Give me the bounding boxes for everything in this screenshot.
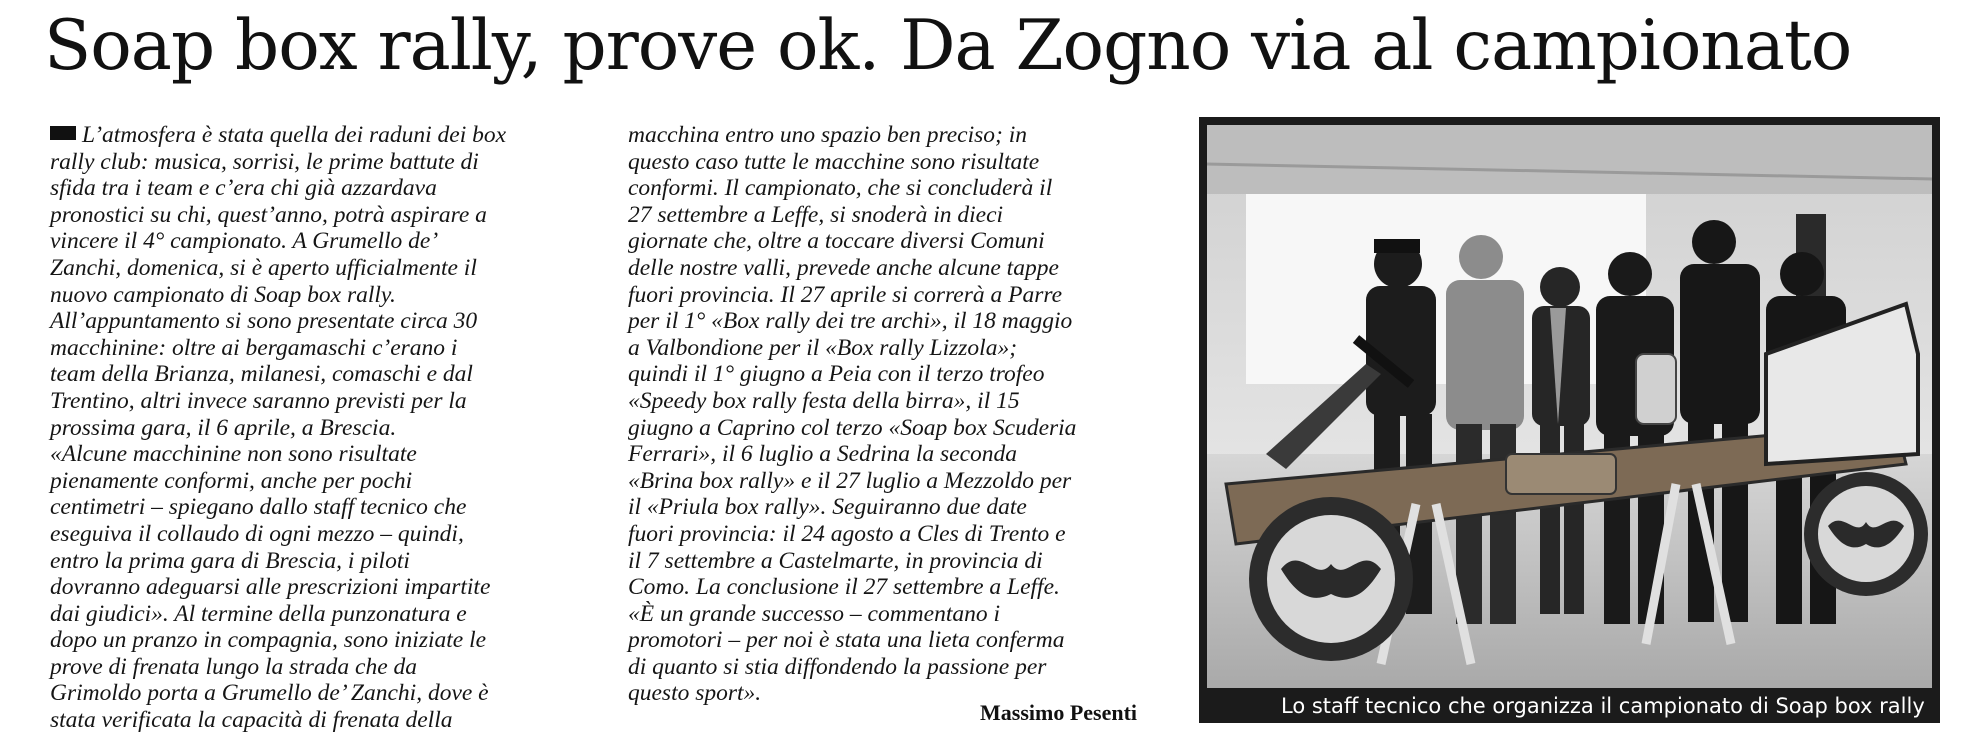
article-byline: Massimo Pesenti bbox=[980, 700, 1138, 725]
column-line: sfida tra i team e c’era chi già azzardava bbox=[50, 175, 437, 202]
photo-illustration bbox=[1206, 124, 1933, 689]
column-line: pienamente conformi, anche per pochi bbox=[50, 467, 413, 494]
column-line: All’appuntamento si sono presentate circa 30 bbox=[50, 308, 478, 335]
column-line: «Alcune macchinine non sono risultate bbox=[50, 441, 417, 468]
column-line: centimetri – spiegano dallo staff tecnico che bbox=[50, 494, 467, 521]
column-line: il 7 settembre a Castelmarte, in provincia di bbox=[628, 547, 1043, 574]
column-line: giornate che, oltre a toccare diversi Comuni bbox=[628, 228, 1045, 255]
column-line: Zanchi, domenica, si è aperto ufficialmente il bbox=[50, 254, 477, 281]
column-line: dai giudici». Al termine della punzonatura e bbox=[50, 600, 467, 627]
column-line: promotori – per noi è stata una lieta conferma bbox=[628, 627, 1065, 654]
column-line: dovranno adeguarsi alle prescrizioni impartite bbox=[50, 574, 491, 601]
article-photo bbox=[1199, 117, 1940, 689]
photo-caption: Lo staff tecnico che organizza il campionato di Soap box rally bbox=[1199, 689, 1940, 723]
column-line: questo caso tutte le macchine sono risultate bbox=[628, 148, 1040, 175]
column-line-text: L’atmosfera è stata quella dei raduni dei box bbox=[82, 122, 507, 148]
column-line: pronostici su chi, quest’anno, potrà aspirare a bbox=[50, 201, 487, 228]
article-headline: Soap box rally, prove ok. Da Zogno via al campionato bbox=[44, 6, 1852, 86]
column-line: dopo un pranzo in compagnia, sono iniziate le bbox=[50, 627, 487, 654]
column-line: eseguiva il collaudo di ogni mezzo – quindi, bbox=[50, 520, 464, 547]
article-column-2 bbox=[628, 122, 1173, 707]
front-wheel-icon bbox=[1249, 497, 1413, 661]
article-column-1 bbox=[50, 122, 605, 734]
column-line: fuori provincia. Il 27 aprile si correrà a Parre bbox=[628, 281, 1063, 308]
column-line: quindi il 1° giugno a Peia con il terzo trofeo bbox=[628, 361, 1045, 388]
column-line: per il 1° «Box rally dei tre archi», il 18 maggio bbox=[628, 308, 1073, 335]
column-line: di quanto si stia diffondendo la passione per bbox=[628, 653, 1047, 680]
column-line: Como. La conclusione il 27 settembre a Leffe. bbox=[628, 574, 1060, 601]
column-line: rally club: musica, sorrisi, le prime battute di bbox=[50, 148, 479, 175]
column-line: a Valbondione per il «Box rally Lizzola»; bbox=[628, 334, 1018, 361]
column-line: stata verificata la capacità di frenata della bbox=[50, 707, 453, 734]
column-line: «Speedy box rally festa della birra», il 15 bbox=[628, 387, 1020, 414]
column-line: fuori provincia: il 24 agosto a Cles di Trento e bbox=[628, 520, 1066, 547]
column-line: 27 settembre a Leffe, si snoderà in dieci bbox=[628, 201, 1004, 228]
column-line: il «Priula box rally». Seguiranno due date bbox=[628, 494, 1027, 521]
column-line bbox=[50, 122, 605, 149]
column-line: prove di frenata lungo la strada che da bbox=[50, 653, 418, 680]
column-line: giugno a Caprino col terzo «Soap box Scuderia bbox=[628, 414, 1077, 441]
rear-wheel-icon bbox=[1804, 472, 1928, 596]
column-line: questo sport». bbox=[628, 680, 762, 707]
column-line: nuovo campionato di Soap box rally. bbox=[50, 281, 396, 308]
column-line: team della Brianza, milanesi, comaschi e dal bbox=[50, 361, 473, 388]
column-line: delle nostre valli, prevede anche alcune tappe bbox=[628, 254, 1059, 281]
column-line: «Brina box rally» e il 27 luglio a Mezzoldo per bbox=[628, 467, 1072, 494]
column-line: Trentino, altri invece saranno previsti per la bbox=[50, 387, 467, 414]
column-line: conformi. Il campionato, che si concluderà il bbox=[628, 175, 1053, 202]
column-line: Ferrari», il 6 luglio a Sedrina la seconda bbox=[628, 441, 1018, 468]
column-line: Grimoldo porta a Grumello de’ Zanchi, dove è bbox=[50, 680, 489, 707]
column-line: «È un grande successo – commentano i bbox=[628, 600, 1001, 627]
lead-marker bbox=[50, 126, 76, 140]
column-line: macchina entro uno spazio ben preciso; in bbox=[628, 122, 1028, 148]
column-line: entro la prima gara di Brescia, i piloti bbox=[50, 547, 410, 574]
column-line: vincere il 4° campionato. A Grumello de’ bbox=[50, 228, 439, 255]
column-line: prossima gara, il 6 aprile, a Brescia. bbox=[50, 414, 397, 441]
column-line: macchinine: oltre ai bergamaschi c’erano i bbox=[50, 334, 458, 361]
